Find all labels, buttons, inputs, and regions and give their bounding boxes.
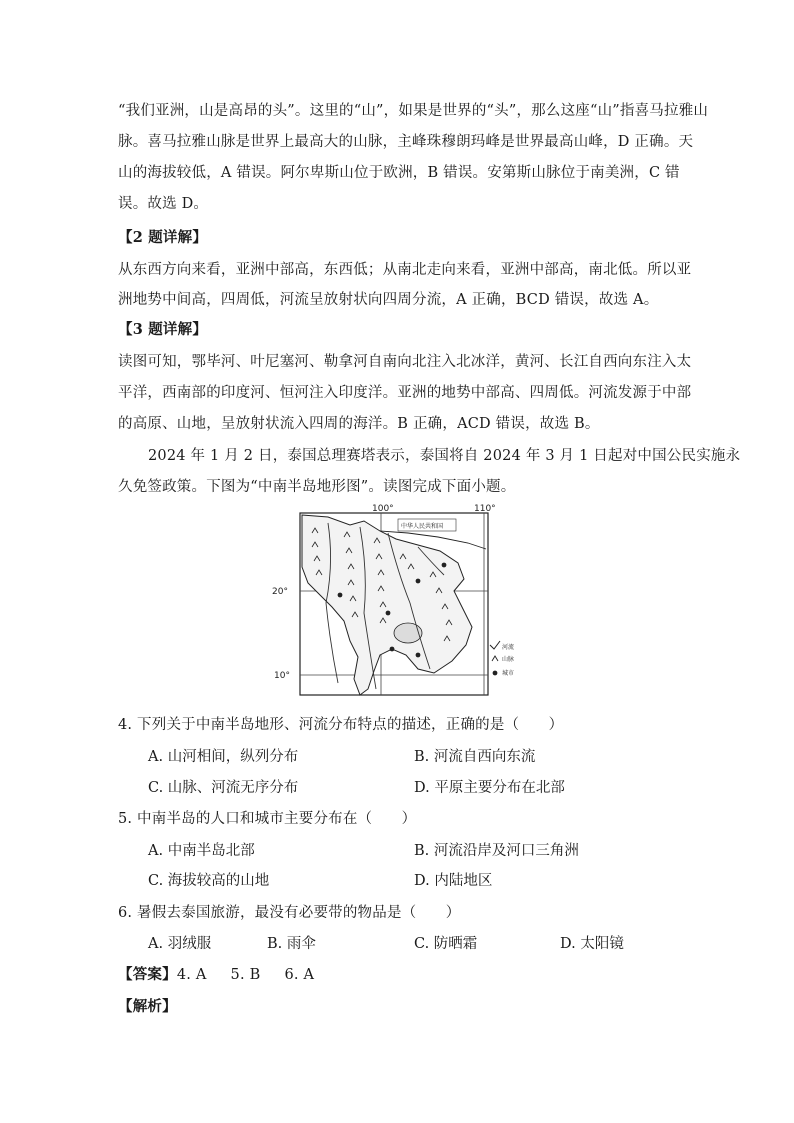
legend-river-icon bbox=[490, 641, 500, 649]
paragraph-line: 山的海拔较低，A 错误。阿尔卑斯山位于欧洲，B 错误。安第斯山脉位于南美洲，C 错 bbox=[118, 165, 680, 181]
legend-city-label: 城市 bbox=[502, 670, 515, 677]
option-6d[interactable]: D. 太阳镜 bbox=[560, 936, 624, 952]
indochina-terrain-map bbox=[268, 503, 520, 703]
intro-line: 久免签政策。下图为“中南半岛地形图”。读图完成下面小题。 bbox=[118, 479, 516, 495]
map-legend bbox=[490, 641, 514, 677]
paragraph-line: 误。故选 D。 bbox=[118, 196, 209, 212]
option-5c[interactable]: C. 海拔较高的山地 bbox=[148, 873, 270, 889]
country-label: 中华人民共和国 bbox=[401, 523, 444, 530]
city-dot bbox=[416, 653, 421, 658]
answer-item: 5. B bbox=[230, 967, 261, 983]
option-6b[interactable]: B. 雨伞 bbox=[267, 936, 316, 952]
section-heading-q3: 【3 题详解】 bbox=[118, 321, 208, 338]
land-outline bbox=[302, 515, 472, 695]
legend-river-label: 河流 bbox=[502, 644, 515, 651]
option-6a[interactable]: A. 羽绒服 bbox=[148, 936, 212, 952]
option-5b[interactable]: B. 河流沿岸及河口三角洲 bbox=[414, 843, 579, 859]
paragraph-line: 平洋，西南部的印度河、恒河注入印度洋。亚洲的地势中部高、四周低。河流发源于中部 bbox=[118, 385, 692, 401]
answer-item: 6. A bbox=[284, 967, 315, 983]
lake bbox=[394, 623, 422, 643]
answer-row bbox=[118, 965, 314, 985]
option-4a[interactable]: A. 山河相间，纵列分布 bbox=[148, 749, 299, 765]
option-4b[interactable]: B. 河流自西向东流 bbox=[414, 749, 536, 765]
city-dot bbox=[442, 563, 447, 568]
city-dot bbox=[416, 579, 421, 584]
paragraph-line: 洲地势中间高，四周低，河流呈放射状向四周分流，A 正确，BCD 错误，故选 A。 bbox=[118, 292, 659, 308]
answer-item: 4. A bbox=[176, 967, 207, 983]
paragraph-line: 从东西方向来看，亚洲中部高，东西低；从南北走向来看，亚洲中部高，南北低。所以亚 bbox=[118, 262, 692, 278]
section-heading-q2: 【2 题详解】 bbox=[118, 229, 208, 246]
paragraph-line: 读图可知，鄂毕河、叶尼塞河、勒拿河自南向北注入北冰洋，黄河、长江自西向东注入太 bbox=[118, 354, 692, 370]
paragraph-line: “我们亚洲，山是高昂的头”。这里的“山”，如果是世界的“头”，那么这座“山”指喜马拉雅山 bbox=[118, 103, 709, 119]
legend-mountain-label: 山脉 bbox=[502, 656, 515, 663]
lon-label-110: 110° bbox=[474, 504, 496, 514]
intro-line: 2024 年 1 月 2 日，泰国总理赛塔表示，泰国将自 2024 年 3 月 1 日起对中国公民实施永 bbox=[148, 448, 741, 464]
option-4c[interactable]: C. 山脉、河流无序分布 bbox=[148, 780, 299, 796]
city-dot bbox=[390, 647, 395, 652]
city-dot bbox=[386, 611, 391, 616]
lat-label-20: 20° bbox=[272, 587, 288, 597]
option-4d[interactable]: D. 平原主要分布在北部 bbox=[414, 780, 565, 796]
question-stem-5: 5. 中南半岛的人口和城市主要分布在（ ） bbox=[118, 811, 417, 827]
lat-label-10: 10° bbox=[274, 671, 290, 681]
option-6c[interactable]: C. 防晒霜 bbox=[414, 936, 478, 952]
paragraph-line: 脉。喜马拉雅山脉是世界上最高大的山脉，主峰珠穆朗玛峰是世界最高山峰，D 正确。天 bbox=[118, 134, 694, 150]
answer-label: 【答案】 bbox=[118, 966, 177, 983]
option-5d[interactable]: D. 内陆地区 bbox=[414, 873, 493, 889]
question-stem-6: 6. 暑假去泰国旅游，最没有必要带的物品是（ ） bbox=[118, 905, 461, 921]
paragraph-line: 的高原、山地，呈放射状流入四周的海洋。B 正确，ACD 错误，故选 B。 bbox=[118, 416, 600, 432]
legend-city-icon bbox=[493, 671, 498, 676]
analysis-heading: 【解析】 bbox=[118, 998, 177, 1015]
option-5a[interactable]: A. 中南半岛北部 bbox=[148, 843, 255, 859]
question-stem-4: 4. 下列关于中南半岛地形、河流分布特点的描述，正确的是（ ） bbox=[118, 717, 564, 733]
lon-label-100: 100° bbox=[372, 504, 394, 514]
city-dot bbox=[338, 593, 343, 598]
legend-mountain-icon bbox=[492, 656, 498, 661]
